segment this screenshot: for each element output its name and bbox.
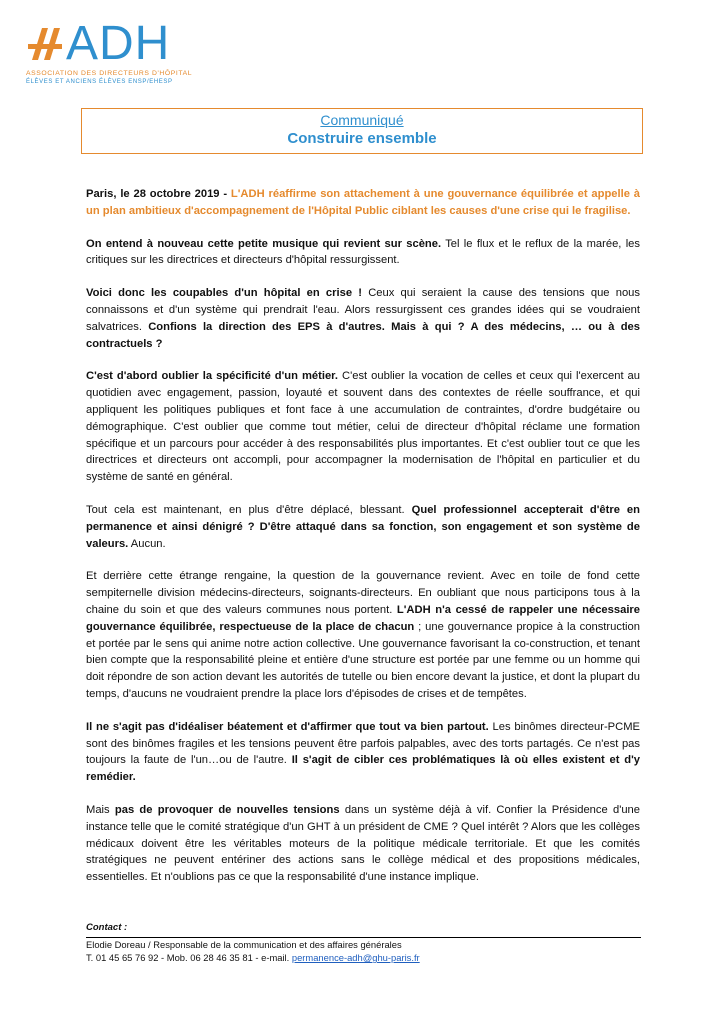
paragraph-segment: Aucun.: [128, 537, 166, 550]
paragraph-segment: L'ADH n'a cessé de rappeler une nécessaire gouvernance équilibrée, respectueuse de la place de chacun: [86, 603, 641, 633]
paragraph-segment: Quel professionnel accepterait d'être en permanence et ainsi dénigré ? D'être attaqué dans sa fonction, son engagement et son système de valeurs.: [86, 503, 640, 550]
paragraph-segment: Tel le flux et le reflux de la marée, les critiques sur les directrices et directeurs d'hôpital ressurgissent.: [86, 237, 641, 267]
paragraph-segment: On entend à nouveau cette petite musique qui revient sur scène.: [86, 237, 442, 250]
paragraph-segment: Voici donc les coupables d'un hôpital en crise !: [86, 287, 362, 300]
paragraph: [86, 368, 640, 486]
paragraph-segment: Il ne s'agit pas d'idéaliser béatement et d'affirmer que tout va bien partout.: [86, 720, 489, 733]
paragraph: [86, 285, 640, 352]
logo-subtitle-association: ASSOCIATION DES DIRECTEURS D'HÔPITAL: [26, 70, 193, 77]
paragraph-segment: Tout cela est maintenant, en plus d'être déplacé, blessant.: [86, 503, 412, 516]
paragraph: [86, 502, 640, 552]
paragraph: [86, 802, 640, 886]
paragraph-segment: Il s'agit de cibler ces problématiques là où elles existent et d'y remédier.: [86, 754, 641, 784]
adh-logo-mark-icon: [26, 22, 66, 66]
paragraph-segment: ; une gouvernance propice à la construction et portée par le sens qui anime notre action collective. Une gouvernance favorisant la co-construction, et tenant bien compte que la responsabilité pleine et entière d'une structure est portée par une femme ou un homme qui doit répondre de son action devant les autorités de tutelle ou bien encore devant la justice, et dont la plupart du temps, d'aucuns ne voudraient prendre la place lors d'épisodes de crises et de tempêtes.: [86, 620, 640, 700]
paragraph: [86, 236, 640, 270]
contact-phones: T. 01 45 65 76 92 - Mob. 06 28 46 35 81 - e-mail.: [86, 952, 292, 963]
contact-details: [86, 951, 640, 964]
press-release-header: [81, 108, 643, 154]
contact-person: Elodie Doreau / Responsable de la communication et des affaires générales: [86, 939, 402, 950]
paragraph-segment: L'ADH réaffirme son attachement à une gouvernance équilibrée et appelle à un plan ambitieux d'accompagnement de l'Hôpital Public ciblant les causes d'une crise qui le fragilise.: [86, 188, 641, 217]
email-link[interactable]: permanence-adh@ghu-paris.fr: [291, 952, 420, 963]
paragraph-segment: pas de provoquer de nouvelles tensions: [114, 803, 340, 816]
document-title: Construire ensemble: [287, 130, 437, 147]
paragraph: [86, 568, 640, 702]
press-release-body: [86, 186, 640, 902]
logo-text: ADH: [66, 17, 171, 70]
paragraph-segment: Les binômes directeur-PCME sont des binômes fragiles et les tensions peuvent être parfois palpables, avec des torts partagés. Ce n'est pas toujours la faute de l'un…ou de l'autre.: [86, 720, 640, 767]
adh-logo: [26, 17, 226, 97]
paragraph-segment: Ceux qui seraient la cause des tensions que nous connaissons et d'un système qui prendrait l'eau. Alors ressurgissent ces grandes idées qui se voudraient salvatrices.: [86, 287, 640, 333]
document-kind: Communiqué: [320, 112, 404, 128]
contact-label: Contact :: [86, 922, 128, 933]
paragraph: [86, 719, 640, 786]
paragraph: [86, 186, 640, 220]
paragraph-segment: Confions la direction des EPS à d'autres. Mais à qui ? A des médecins, … ou à des contractuels ?: [86, 320, 640, 350]
paragraph-segment: dans un système déjà à vif. Confier la Présidence d'une instance telle que le comité stratégique d'un GHT à un président de CME ? Quel intérêt ? Alors que les collèges médicaux doivent être les véritables moteurs de la politique médicale territoriale. Et que les comités stratégiques ne peuvent entériner des actions sans le collège médical et des propositions médicales, essentielles. Et n'oublions pas ce que la responsabilité d'une instance implique.: [86, 803, 641, 884]
logo-subtitle-students: ÉLÈVES ET ANCIENS ÉLÈVES ENSP/EHESP: [26, 79, 173, 85]
paragraph-segment: Et derrière cette étrange rengaine, la question de la gouvernance revient. Avec en toile de fond cette sempiternelle division médecins-directeurs, soignants-directeurs. En oubliant que nous participons tous à la chaine du soin et que des valeurs communes nous portent.: [86, 570, 640, 616]
paragraph-segment: C'est oublier la vocation de celles et ceux qui l'exercent au quotidien avec engagement, passion, loyauté et souvent dans des contextes de réelle souffrance, et qui appliquent les politiques publiques et font face à une accumulation de contraintes, d'ordre budgétaire ou démographique. C'est oublier que comme tout métier, celui de directeur d'hôpital réclame une formation spécifique et un parcours pour accéder à des responsabilités plus importantes. Et c'est oublier tout ce que les directrices et directeurs ont accompli, pour accompagner la modernisation de l'hôpital en particulier et du système de santé en général.: [86, 370, 640, 484]
paragraph-segment: Paris, le 28 octobre 2019 -: [86, 188, 231, 200]
paragraph-segment: Mais: [86, 803, 115, 816]
contact-footer: [86, 922, 640, 964]
paragraph-segment: C'est d'abord oublier la spécificité d'un métier.: [86, 370, 339, 383]
